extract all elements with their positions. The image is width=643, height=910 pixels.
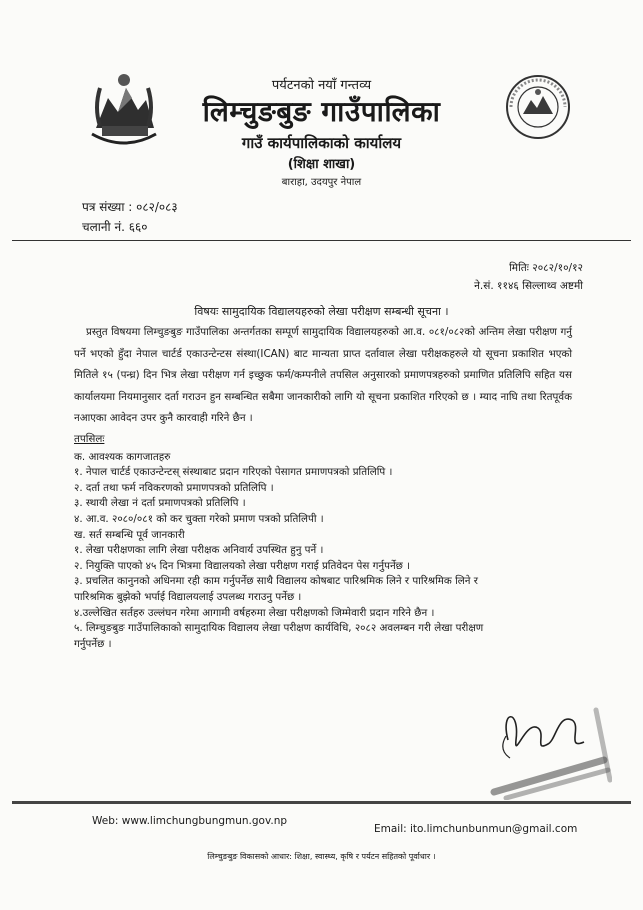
date-nepal-sambat: ने.सं. ११४६ सिल्लाथ्व अष्टमी [474, 280, 583, 292]
office-address: बाराहा, उदयपुर नेपाल [281, 177, 362, 188]
list-item: २. दर्ता तथा फर्म नविकरणको प्रमाणपत्रको प्रतिलिपि । [74, 481, 274, 494]
executive-office-title: गाउँ कार्यपालिकाको कार्यालय [241, 134, 402, 152]
list-item: गर्नुपर्नेछ । [74, 637, 112, 650]
list-item: १. नेपाल चार्टर्ड एकाउन्टेन्टस् संस्थाबाट प्रदान गरिएको पेसागत प्रमाणपत्रको प्रतिलिपि । [74, 466, 393, 479]
subject-line: विषयः सामुदायिक विद्यालयहरुको लेखा परीक्षण सम्बन्धी सूचना । [194, 305, 449, 318]
notice-body: प्रस्तुत विषयमा लिम्चुङबुङ गाउँपालिका अन्तर्गतका सम्पूर्ण सामुदायिक विद्यालयहरुको आ.व. ०८१/०८२को अन्तिम लेखा परीक्षण गर्नु पर्ने भएको हुँदा नेपाल चार्टर्ड एकाउन्टेन्टस संस्था(ICAN) बाट मान्यता प्राप्त दर्तावाल लेखा परीक्षकहरुले यो सूचना प्रकाशित भएको मितिले १५ (पन्ध्र) दिन भित्र लेखा परीक्षण गर्न इच्छुक फर्म/कम्पनीले तपसिल अनुसारको प्रमाणपत्रहरुको प्रमाणित प्रतिलिपि सहित यस कार्यालयमा नियमानुसार दर्ता गराउन हुन सम्बन्धित सबैमा जानकारीको लागि यो सूचना प्रकाशित गरिएको छ । म्याद नाघि तथा रितपूर्वक नआएका आवेदन उपर कुनै कारवाही गरिने छैन । [74, 326, 572, 424]
footer-divider [12, 801, 631, 804]
details-section [74, 432, 574, 652]
section-title: (शिक्षा शाखा) [287, 157, 356, 172]
footer-website: Web: www.limchungbungmun.gov.np [92, 815, 288, 827]
footer-note: लिम्चुङबुङ विकासको आधार: शिक्षा, स्वास्थ्य, कृषि र पर्यटन सहितको पूर्वाधार । [207, 852, 436, 861]
header-divider [12, 240, 631, 241]
tagline: पर्यटनको नयाँ गन्तव्य [271, 78, 372, 93]
details-title: तपसिलः [74, 433, 105, 445]
dispatch-number: चलानी नं. ६६० [82, 220, 148, 234]
list-item: २. नियुक्ति पाएको ४५ दिन भित्रमा विद्यालयको लेखा परीक्षण गराई प्रतिवेदन पेस गर्नुपर्नेछ । [74, 559, 411, 572]
date-bs: मितिः २०८२/१०/१२ [509, 262, 583, 274]
handwritten-signature-stamp-icon [486, 700, 612, 800]
list-item: ३. स्थायी लेखा नं दर्ता प्रमाणपत्रको प्रतिलिपि । [74, 497, 246, 510]
letter-number: पत्र संख्या : ०८२/०८३ [82, 200, 178, 214]
municipality-seal-icon [505, 74, 571, 140]
office-name: लिम्चुङबुङ गाउँपालिका [202, 95, 441, 128]
section-a-heading: क. आवश्यक कागजातहरु [74, 450, 171, 463]
list-item: ४. आ.व. २०८०/०८१ को कर चुक्ता गरेको प्रमाण पत्रको प्रतिलिपी । [74, 512, 324, 525]
list-item: ३. प्रचलित कानुनको अधिनमा रही काम गर्नुपर्नेछ साथै विद्यालय कोषबाट पारिश्रमिक लिने र पारिश्रमिक लिने र [74, 575, 478, 588]
list-item: १. लेखा परीक्षणका लागि लेखा परीक्षक अनिवार्य उपस्थित हुनु पर्ने । [74, 544, 324, 557]
footer-email: Email: ito.limchunbunmun@gmail.com [374, 823, 578, 835]
list-item: पारिश्रमिक बुझेको भर्पाई विद्यालयलाई उपलब्ध गराउनु पर्नेछ । [74, 590, 302, 603]
list-item: ५. लिम्चुङबुङ गाउँपालिकाको सामुदायिक विद्यालय लेखा परीक्षण कार्यविधि, २०८२ अवलम्बन गरी लेखा परीक्षण [74, 622, 484, 635]
list-item: ४.उल्लेखित सर्तहरु उल्लंघन गरेमा आगामी वर्षहरुमा लेखा परीक्षणको जिम्मेवारी प्रदान गरिने छैन । [74, 606, 435, 619]
section-b-heading: ख. सर्त सम्बन्धि पूर्व जानकारी [74, 528, 185, 541]
